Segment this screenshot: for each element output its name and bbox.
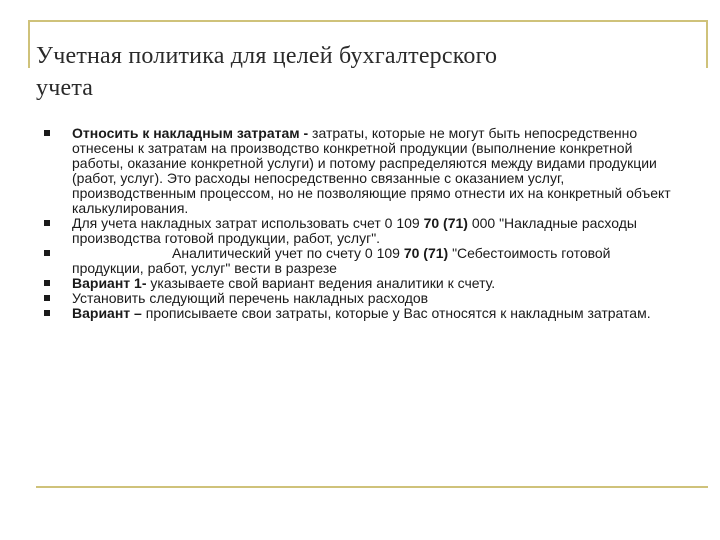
item-text-post: "Себестоимость готовой продукции, работ, услуг" вести в разрезе xyxy=(72,245,611,276)
item-bold-text: 70 (71) xyxy=(423,215,468,231)
bullet-square-icon xyxy=(44,220,50,226)
frame-bottom-line xyxy=(36,486,708,488)
bullet-square-icon xyxy=(44,130,50,136)
item-text-pre: Аналитический учет по счету 0 109 xyxy=(172,245,404,261)
list-item xyxy=(42,291,682,306)
bullet-square-icon xyxy=(44,280,50,286)
slide-title-line2: учета xyxy=(36,75,94,101)
item-text: Установить следующий перечень накладных расходов xyxy=(72,290,429,306)
frame-top-line xyxy=(28,20,708,22)
slide-title-line1: Учетная политика для целей бухгалтерского xyxy=(36,43,498,69)
list-item xyxy=(42,216,682,246)
frame-right-line xyxy=(706,20,708,68)
bullet-square-icon xyxy=(44,310,50,316)
list-item xyxy=(42,306,682,321)
frame-left-line xyxy=(28,20,30,68)
item-text: затраты, которые не могут быть непосредственно отнесены к затратам на производство конкретной продукции (выполнение конкретной работы, оказание конкретной услуги) и потому распределяются между видами продукции (работ, услуг). Это расходы непосредственно связанные с оказанием услуг, производственным процессом, но не позволяющие прямо отнести их на конкретный объект калькулирования. xyxy=(72,125,671,216)
item-text-post: 000 "Накладные расходы производства готовой продукции, работ, услуг". xyxy=(72,215,637,246)
list-item xyxy=(42,276,682,291)
bullet-list xyxy=(42,126,682,321)
item-bold-text: 70 (71) xyxy=(403,245,449,261)
list-item xyxy=(42,126,682,216)
bullet-square-icon xyxy=(44,250,50,256)
item-bold-text: Вариант 1- xyxy=(72,275,147,291)
item-text-pre: Для учета накладных затрат использовать счет 0 109 xyxy=(72,215,424,231)
list-item xyxy=(42,246,682,276)
item-bold-text: Относить к накладным затратам - xyxy=(72,125,309,141)
item-bold-text: Вариант – xyxy=(72,305,142,321)
slide-title xyxy=(36,40,686,104)
bullet-square-icon xyxy=(44,295,50,301)
item-text: указываете свой вариант ведения аналитики к счету. xyxy=(146,275,496,291)
item-text: прописываете свои затраты, которые у Вас относятся к накладным затратам. xyxy=(141,305,651,321)
